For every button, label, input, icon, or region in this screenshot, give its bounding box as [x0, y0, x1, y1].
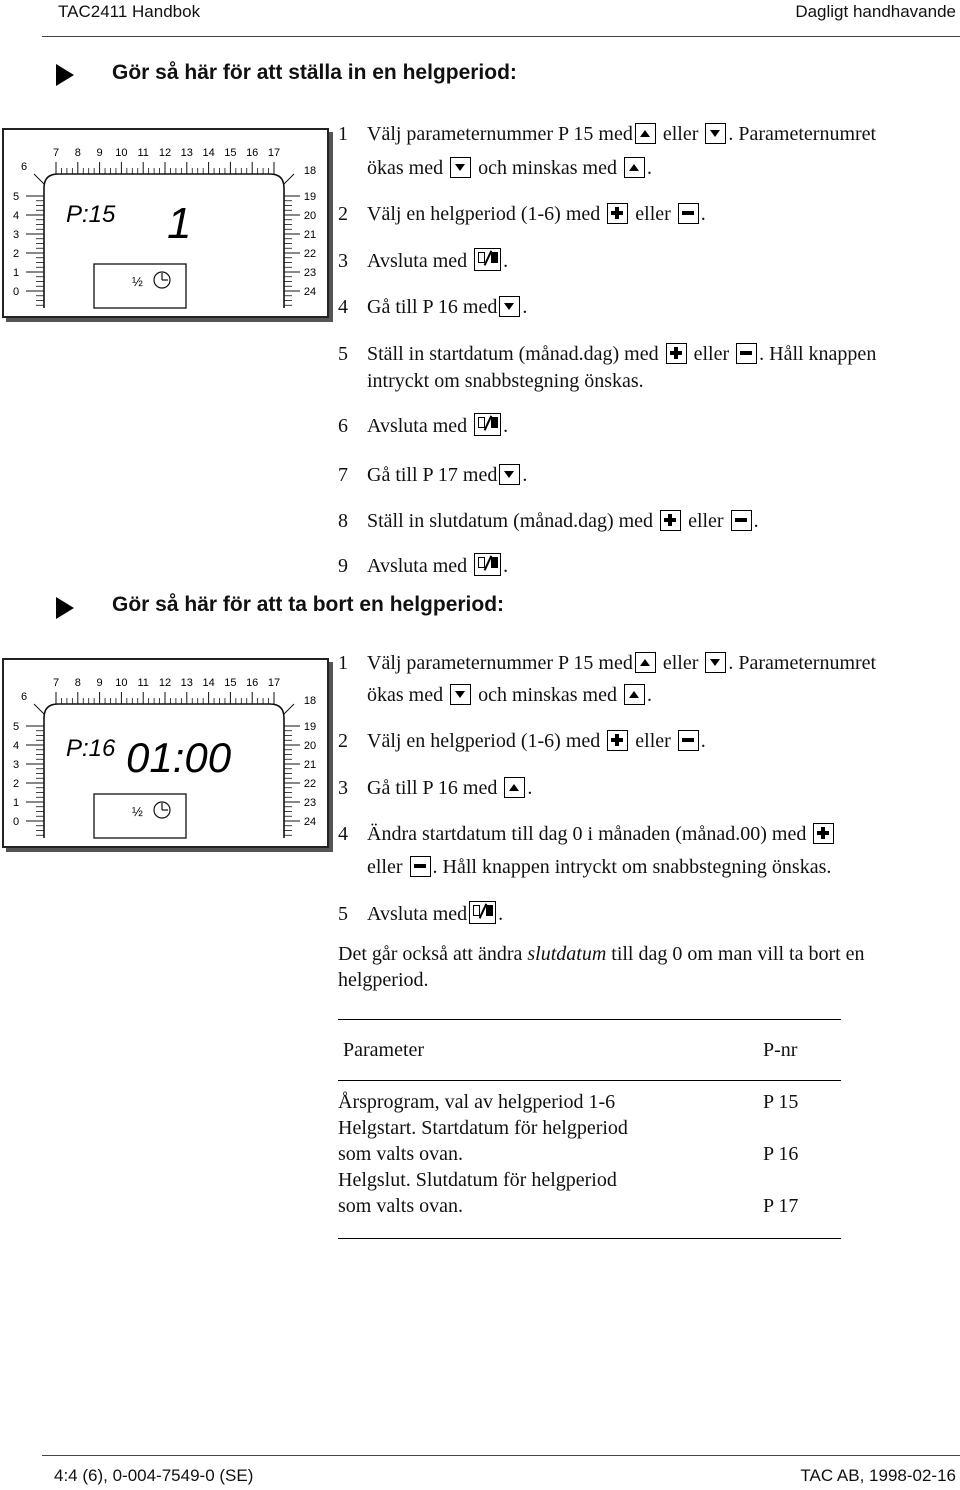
s1-step-9: 9 Avsluta med .: [338, 555, 509, 577]
scale-top-label: 12: [158, 677, 172, 689]
s2-step-1-cont: ökas med och minskas med .: [367, 684, 652, 706]
scale-top-label: 10: [115, 677, 128, 689]
ok-key-icon: [474, 248, 501, 271]
scale-top-label: 17: [267, 677, 281, 689]
table-header-rule: [338, 1080, 841, 1081]
display-1-svg: [4, 130, 327, 316]
header-left: TAC2411 Handbok: [58, 2, 201, 21]
s2-step-1: 1 Välj parameternummer P 15 med eller . Parameternumret: [338, 652, 877, 674]
scale-top-label: 16: [246, 147, 259, 159]
minus-key-icon: [678, 730, 699, 751]
header-rule: [42, 36, 960, 37]
s1-step-3: 3 Avsluta med .: [338, 250, 509, 272]
scale-top-label: 9: [96, 677, 103, 689]
table-header-parameter: Parameter: [343, 1039, 425, 1061]
header-right: Dagligt handhavande: [795, 2, 956, 21]
footer-right: TAC AB, 1998-02-16: [800, 1466, 956, 1485]
display-2-param: P:16: [66, 735, 116, 762]
table-row-pnr: P 16: [763, 1143, 799, 1165]
scale-left-label: 4: [12, 210, 20, 222]
footer-left: 4:4 (6), 0-004-7549-0 (SE): [54, 1466, 254, 1485]
down-arrow-key-icon: [705, 123, 726, 144]
scale-right-label: 21: [303, 759, 317, 771]
scale-tick: [34, 704, 44, 714]
footer-rule: [42, 1455, 960, 1456]
s1-step-5: 5 Ställ in startdatum (månad.dag) med eller . Håll knappen: [338, 343, 877, 365]
scale-top-label: 7: [52, 677, 60, 689]
scale-top-label: 15: [224, 677, 237, 689]
section2-heading: Gör så här för att ta bort en helgperiod:: [112, 593, 505, 616]
scale-left-label: 0: [12, 286, 20, 298]
clock-icon: [154, 802, 170, 818]
display-2-svg: [4, 660, 327, 846]
section1-heading: Gör så här för att ställa in en helgperiod:: [112, 61, 517, 84]
minus-key-icon: [736, 343, 757, 364]
scale-top-label: 13: [180, 677, 193, 689]
table-row: Årsprogram, val av helgperiod 1-6: [338, 1091, 616, 1113]
bullet-arrow-icon: [56, 64, 74, 86]
table-bottom-rule: [338, 1238, 841, 1239]
up-arrow-key-icon: [624, 157, 645, 178]
down-arrow-key-icon: [499, 296, 520, 317]
ok-key-icon: [469, 901, 496, 924]
down-arrow-key-icon: [705, 652, 726, 673]
s2-note: Det går också att ändra slutdatum till dag 0 om man vill ta bort en: [338, 943, 865, 965]
minus-key-icon: [731, 510, 752, 531]
scale-right-label: 23: [303, 797, 317, 809]
s1-step-1-cont: ökas med och minskas med .: [367, 157, 652, 179]
down-arrow-key-icon: [450, 684, 471, 705]
display-panel-2: [2, 658, 329, 848]
table-row-pnr: P 15: [763, 1091, 799, 1113]
scale-left-label: 3: [12, 229, 20, 241]
s2-note-line2: helgperiod.: [338, 969, 429, 991]
scale-left-label: 4: [12, 740, 20, 752]
scale-top-label: 17: [267, 147, 281, 159]
scale-right-label: 19: [303, 191, 317, 203]
s1-step-4: 4 Gå till P 16 med .: [338, 296, 528, 318]
scale-top-label: 16: [246, 677, 259, 689]
scale-top-label: 14: [202, 147, 215, 159]
s2-step-4: 4 Ändra startdatum till dag 0 i månaden (månad.00) med: [338, 821, 836, 847]
scale-tick: [284, 704, 294, 714]
display-2-half: ½: [132, 804, 143, 819]
scale-left-label: 5: [12, 191, 20, 203]
minus-key-icon: [410, 856, 431, 877]
display-1-param: P:15: [66, 201, 116, 228]
table-row-pnr: P 17: [763, 1195, 799, 1217]
scale-right-label: 23: [303, 267, 317, 279]
scale-top-label: 15: [224, 147, 237, 159]
table-header-pnr: P-nr: [763, 1039, 798, 1061]
s2-step-2: 2 Välj en helgperiod (1-6) med eller .: [338, 730, 706, 752]
scale-left-label: 2: [12, 248, 20, 260]
scale-right-label: 19: [303, 721, 317, 733]
display-1-value: 1: [167, 199, 192, 248]
up-arrow-key-icon: [504, 777, 525, 798]
down-arrow-key-icon: [450, 157, 471, 178]
scale-top-label: 11: [137, 677, 149, 689]
table-top-rule: [338, 1019, 841, 1020]
clock-icon: [154, 272, 170, 288]
scale-right-label: 22: [303, 248, 317, 260]
scale-right-label: 18: [303, 165, 317, 177]
scale-top-label: 7: [52, 147, 60, 159]
s1-step-1: 1 Välj parameternummer P 15 med eller . Parameternumret: [338, 123, 877, 145]
plus-key-icon: [660, 510, 681, 531]
scale-right-label: 22: [303, 778, 317, 790]
up-arrow-key-icon: [624, 684, 645, 705]
bullet-arrow-icon: [56, 597, 74, 619]
plus-key-icon: [666, 343, 687, 364]
table-row: Helgstart. Startdatum för helgperiod som valts ovan.: [338, 1117, 628, 1165]
scale-left-label: 0: [12, 816, 20, 828]
scale-left-label: 3: [12, 759, 20, 771]
scale-top-label: 11: [137, 147, 149, 159]
s2-step-5: 5 Avsluta med .: [338, 903, 504, 925]
scale-right-label: 20: [303, 210, 317, 222]
scale-top-label: 13: [180, 147, 193, 159]
scale-tick: [284, 174, 294, 184]
s1-step-8: 8 Ställ in slutdatum (månad.dag) med eller .: [338, 510, 759, 532]
display-panel-1: [2, 128, 329, 318]
scale-right-label: 20: [303, 740, 317, 752]
s1-step-5-cont: intryckt om snabbstegning önskas.: [367, 370, 644, 392]
scale-left-label: 1: [12, 797, 20, 809]
scale-right-label: 24: [303, 816, 317, 828]
minus-key-icon: [678, 203, 699, 224]
scale-tick: [34, 174, 44, 184]
up-arrow-key-icon: [635, 123, 656, 144]
scale-top-label: 9: [96, 147, 103, 159]
scale-left-label: 6: [20, 161, 28, 173]
scale-left-label: 5: [12, 721, 20, 733]
display-2-value: 01:00: [126, 734, 232, 781]
s2-step-4-cont: eller . Håll knappen intryckt om snabbstegning önskas.: [367, 856, 832, 878]
ok-key-icon: [474, 413, 501, 436]
scale-right-label: 21: [303, 229, 317, 241]
scale-top-label: 8: [74, 677, 81, 689]
scale-top-label: 14: [202, 677, 215, 689]
plus-key-icon: [607, 730, 628, 751]
down-arrow-key-icon: [499, 464, 520, 485]
ok-key-icon: [474, 553, 501, 576]
plus-key-icon: [813, 823, 834, 844]
s2-step-3: 3 Gå till P 16 med .: [338, 777, 533, 799]
display-1-scale: [13, 147, 316, 305]
scale-right-label: 24: [303, 286, 317, 298]
plus-key-icon: [607, 203, 628, 224]
scale-right-label: 18: [303, 695, 317, 707]
scale-left-label: 2: [12, 778, 20, 790]
display-1-half: ½: [132, 274, 143, 289]
s1-step-7: 7 Gå till P 17 med .: [338, 464, 528, 486]
scale-left-label: 1: [12, 267, 20, 279]
scale-top-label: 10: [115, 147, 128, 159]
s1-step-6: 6 Avsluta med .: [338, 415, 509, 437]
scale-left-label: 6: [20, 691, 28, 703]
up-arrow-key-icon: [635, 652, 656, 673]
scale-top-label: 8: [74, 147, 81, 159]
s1-step-2: 2 Välj en helgperiod (1-6) med eller .: [338, 203, 706, 225]
table-row: Helgslut. Slutdatum för helgperiod som valts ovan.: [338, 1169, 617, 1217]
scale-top-label: 12: [158, 147, 172, 159]
